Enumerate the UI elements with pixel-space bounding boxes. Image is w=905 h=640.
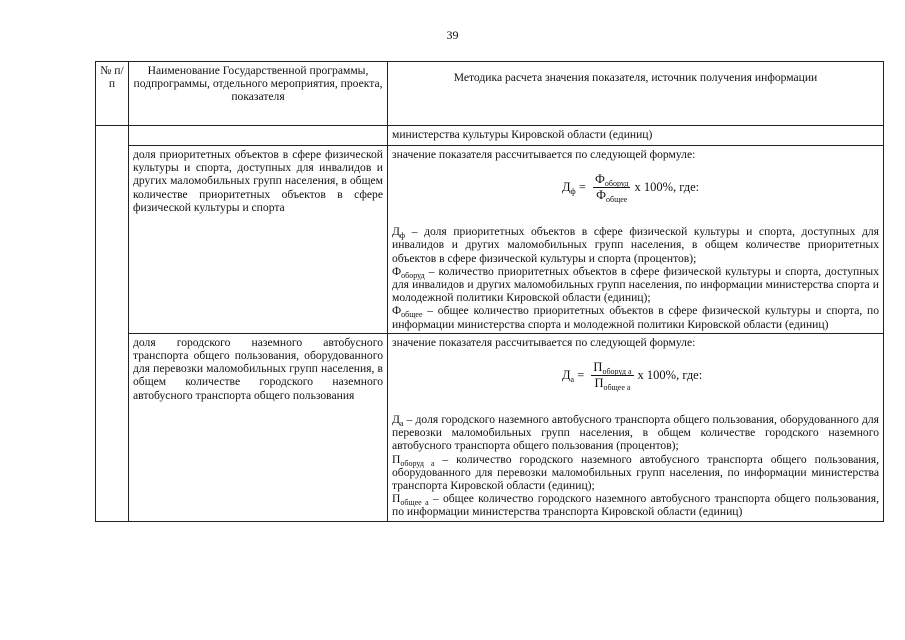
definition: $Ф_{общее}$ – общее количество приоритетных объектов в сфере физической культуры и спорта, по информации министерства спорта и молодежной политики Кировской области (единиц)	[392, 304, 879, 331]
row-method-cell: министерства культуры Кировской области (единиц)	[388, 126, 884, 146]
header-number: № п/п	[96, 62, 129, 126]
table-row	[96, 333, 884, 521]
formula-block	[392, 161, 879, 225]
formula-lhs: $Д_а$	[562, 368, 575, 385]
formula-tail: х 100%, где:	[634, 180, 700, 195]
formula-tail: х 100%, где:	[637, 368, 703, 383]
table-row	[96, 126, 884, 146]
definition: $Д_ф$ – доля приоритетных объектов в сфере физической культуры и спорта, доступных для инвалидов и других маломобильных групп населения, в общем количестве приоритетных объектов в сфере физической культуры и спорта (процентов);	[392, 225, 879, 265]
formula: $Д_а$ = $\frac{П_{оборуд а}}{П_{общее а}}$ х 100%, где:	[562, 360, 703, 393]
formula-intro: значение показателя рассчитывается по следующей формуле:	[392, 148, 696, 161]
formula-fraction: $\frac{Ф_{оборуд}}{Ф_{общее}}$	[595, 172, 629, 205]
method-cell	[388, 333, 884, 521]
formula-intro: значение показателя рассчитывается по следующей формуле:	[392, 335, 696, 349]
indicator-table	[95, 61, 884, 522]
header-method: Методика расчета значения показателя, источник получения информации	[388, 62, 884, 126]
definition: $Ф_{оборуд}$ – количество приоритетных объектов в сфере физической культуры и спорта, доступных для инвалидов и других маломобильных групп населения, по информации министерства спорта и молодежной политики Кировской области (единиц);	[392, 264, 879, 305]
formula-lhs: $Д_ф$	[562, 180, 576, 197]
header-name: Наименование Государственной программы, подпрограммы, отдельного мероприятия, проекта, показателя	[129, 62, 388, 126]
definition: $П_{оборуд а}$ – количество городского наземного автобусного транспорта общего пользования, оборудованного для перевозки маломобильных групп населения, по информации министерства транспорта Кировской области (единиц);	[392, 452, 879, 493]
formula: $Д_ф$ = $\frac{Ф_{оборуд}}{Ф_{общее}}$ х 100%, где:	[562, 172, 700, 205]
formula-fraction: $\frac{П_{оборуд а}}{П_{общее а}}$	[593, 360, 632, 393]
method-cell	[388, 146, 884, 334]
definition: $Д_а$ – доля городского наземного автобусного транспорта общего пользования, оборудованного для перевозки маломобильных групп населения, в общем количестве городского наземного автобусного транспорта общего пользования (процентов);	[392, 413, 879, 453]
row-name-cell	[129, 126, 388, 146]
formula-block	[392, 349, 879, 413]
table-row	[96, 146, 884, 334]
definition: $П_{общее а}$ – общее количество городского наземного автобусного транспорта общего пользования, по информации министерства транспорта Кировской области (единиц)	[392, 492, 879, 519]
table-header-row	[96, 62, 884, 126]
indicator-name: доля приоритетных объектов в сфере физической культуры и спорта, доступных для инвалидов и других маломобильных групп населения, в общем количестве приоритетных объектов в сфере физической культуры и спорта	[129, 146, 388, 334]
row-number-cell	[96, 126, 129, 522]
indicator-name: доля городского наземного автобусного транспорта общего пользования, оборудованного для перевозки маломобильных групп населения, в общем количестве городского наземного автобусного транспорта общего пользования	[129, 333, 388, 521]
page-number: 39	[446, 28, 459, 42]
